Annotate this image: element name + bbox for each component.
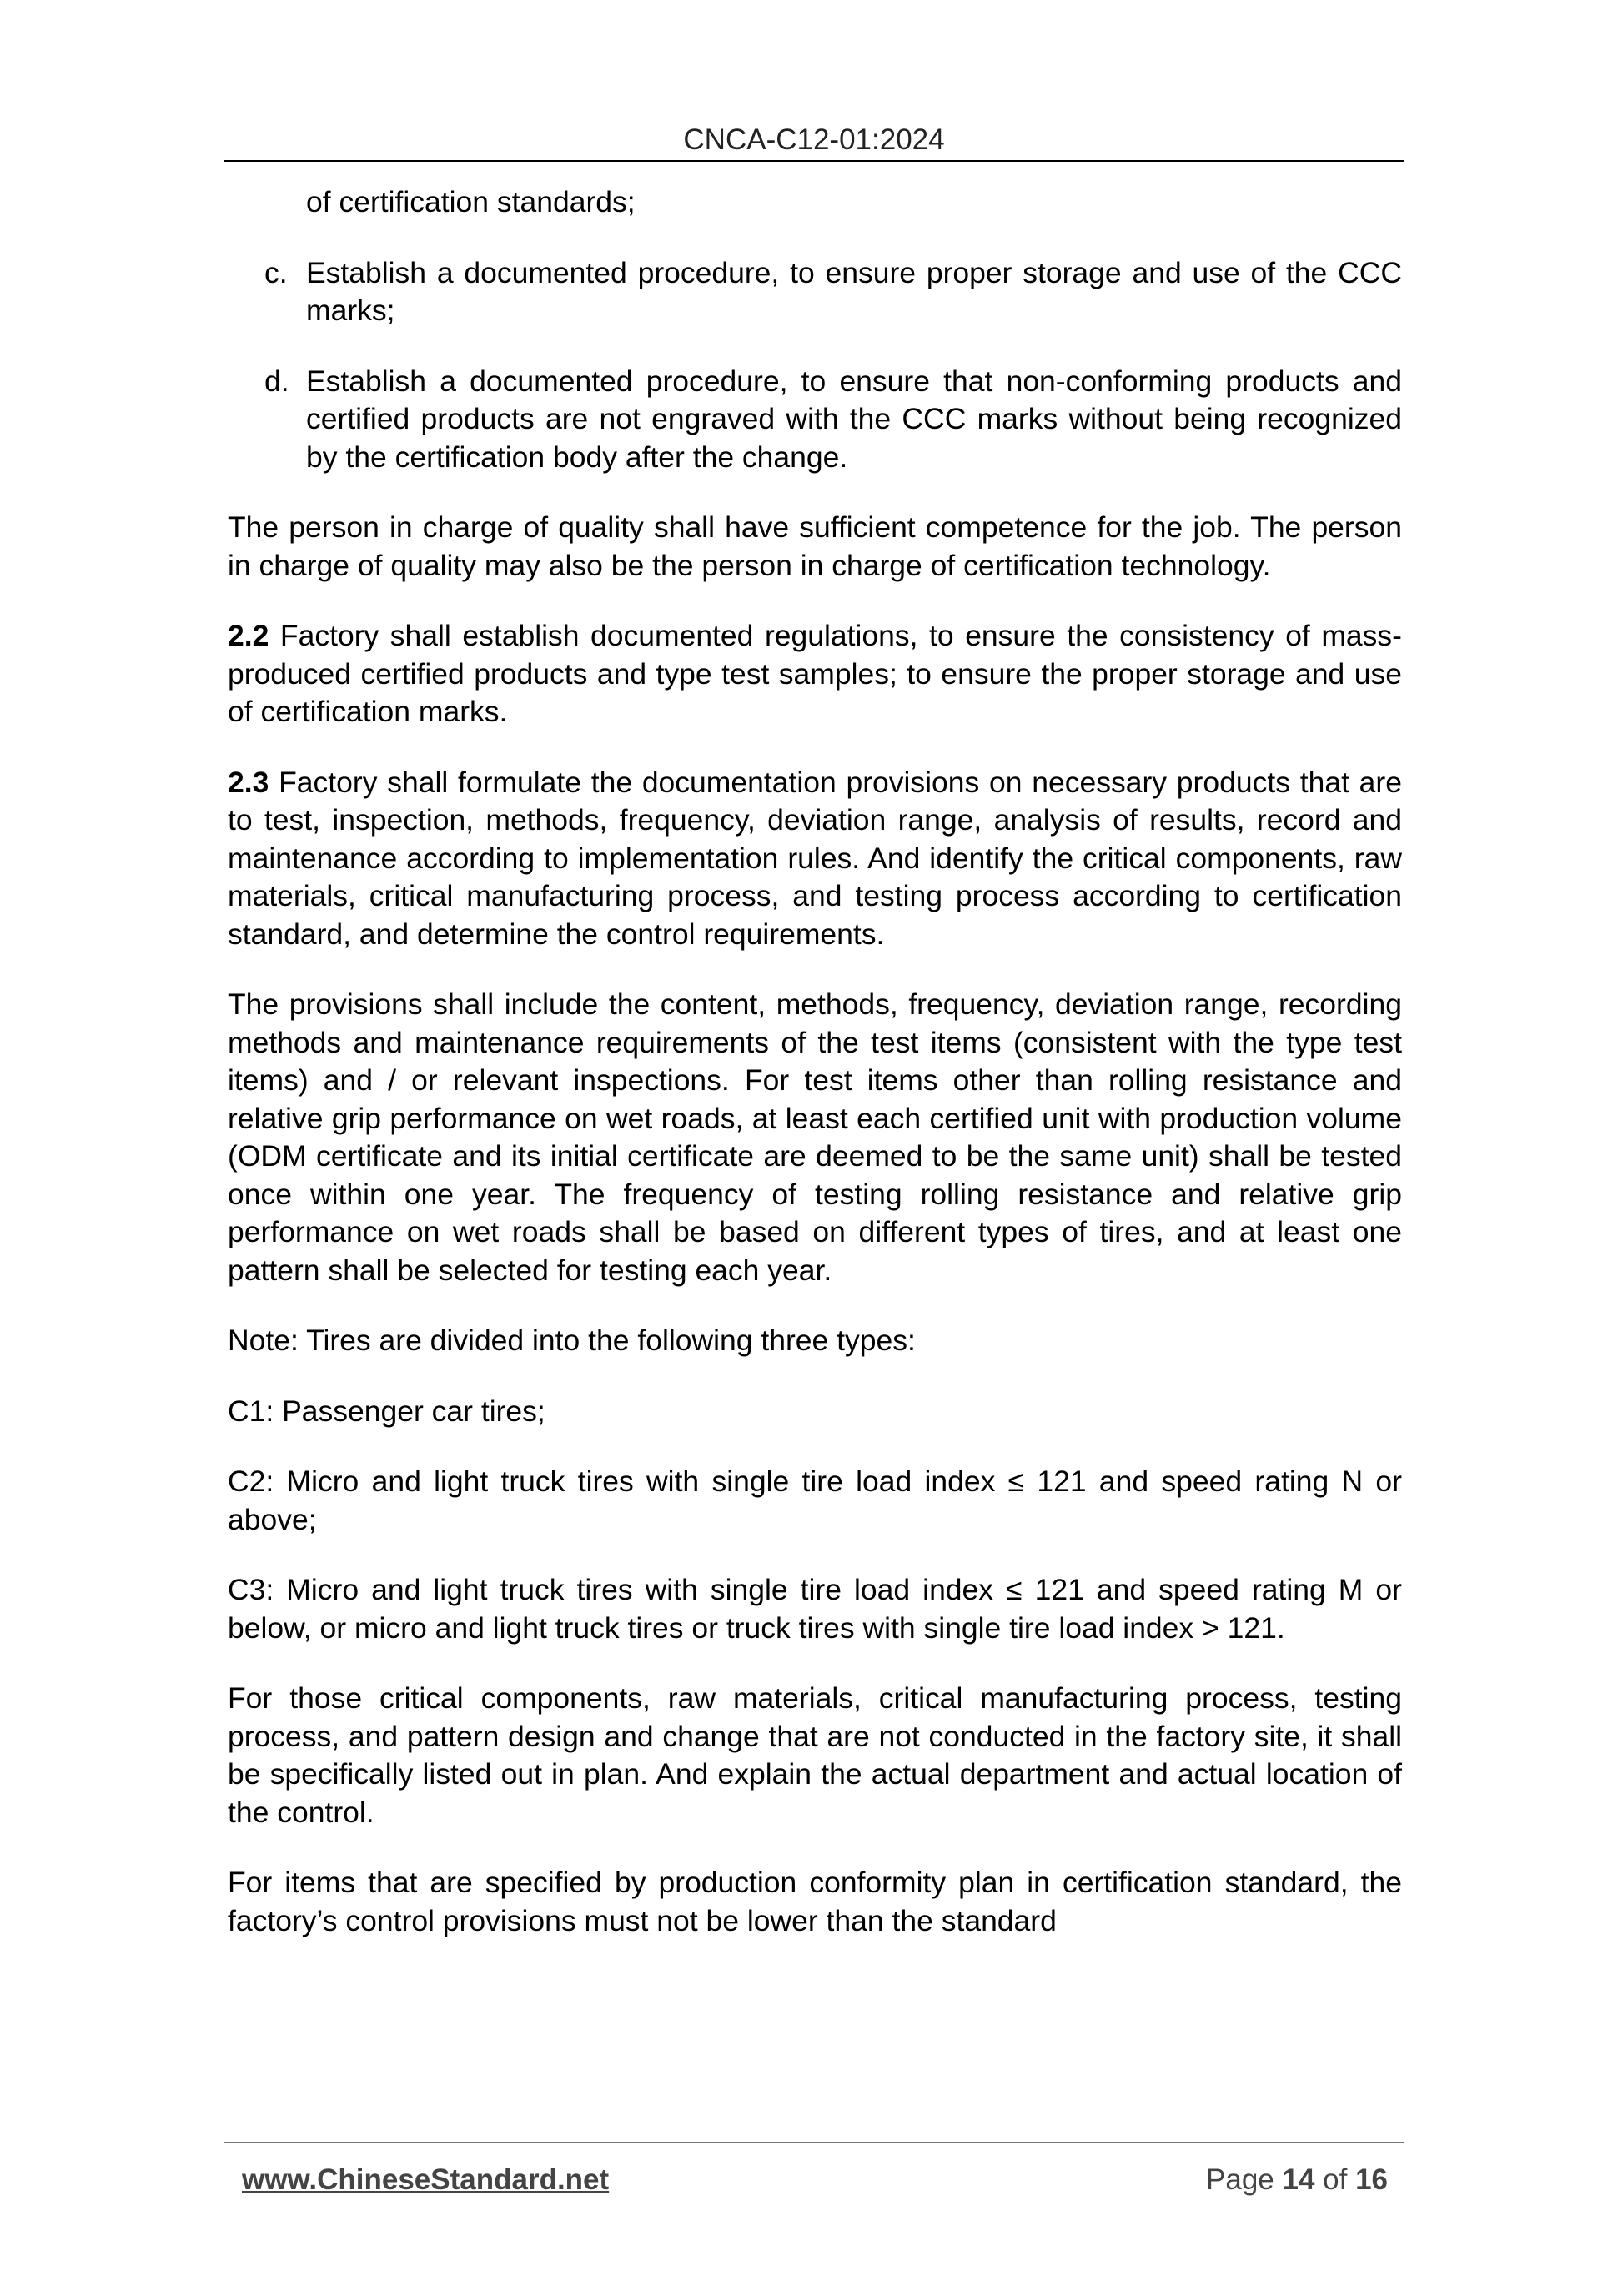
website-link[interactable]: www.ChineseStandard.net [242, 2163, 610, 2196]
section-number: 2.3 [228, 765, 269, 799]
paragraph-provisions: The provisions shall include the content, methods, frequency, deviation range, recording methods and maintenance requirements of the test items (consistent with the type test items) and / or relevant inspections. For test items other than rolling resistance and relative grip performance on wet roads, at least each certified unit with production volume (ODM certificate and its initial certificate are deemed to be the same unit) shall be tested once within one year. The frequency of testing rolling resistance and relative grip performance on wet roads shall be based on different types of tires, and at least one pattern shall be selected for testing each year. [228, 987, 1402, 1287]
tire-type-c3: C3: Micro and light truck tires with single tire load index ≤ 121 and speed rating M or below, or micro and light truck tires or truck tires with single tire load index > 121. [228, 1573, 1402, 1645]
continuation-text: of certification standards; [306, 185, 636, 219]
list-item-text: Establish a documented procedure, to ensure that non-conforming products and certified products are not engraved with the CCC marks without being recognized by the certification body after the change. [306, 364, 1402, 474]
document-body [228, 183, 1402, 1972]
page-label: Page [1206, 2163, 1283, 2196]
section-number: 2.2 [228, 619, 269, 652]
list-item-text: Establish a documented procedure, to ensure proper storage and use of the CCC marks; [306, 255, 1402, 327]
list-marker: c. [264, 255, 288, 289]
section-text: Factory shall establish documented regulations, to ensure the consistency of mass-produced certified products and type test samples; to ensure the proper storage and use of certification marks. [228, 619, 1402, 728]
total-pages: 16 [1355, 2163, 1388, 2196]
tire-type-c2: C2: Micro and light truck tires with single tire load index ≤ 121 and speed rating N or above; [228, 1465, 1402, 1536]
current-page: 14 [1282, 2163, 1315, 2196]
document-code: CNCA-C12-01:2024 [683, 123, 945, 156]
section-2-3 [228, 764, 1402, 954]
footer-divider [224, 2142, 1404, 2143]
section-2-2 [228, 617, 1402, 731]
page-number [1206, 2163, 1388, 2197]
tire-type-c1: C1: Passenger car tires; [228, 1394, 545, 1428]
note-tire-types: Note: Tires are divided into the following three types: [228, 1324, 916, 1357]
list-item-c [228, 254, 1402, 330]
paragraph-critical-components: For those critical components, raw materials, critical manufacturing process, testing process, and pattern design and change that are not conducted in the factory site, it shall be specifically listed out in plan. And explain the actual department and actual location of the control. [228, 1681, 1402, 1829]
paragraph-conformity-items: For items that are specified by production conformity plan in certification standard, the factory’s control provisions must not be lower than the standard [228, 1866, 1402, 1937]
list-marker: d. [264, 364, 289, 398]
page-header [224, 122, 1404, 162]
list-item-d [228, 363, 1402, 477]
section-text: Factory shall formulate the documentation provisions on necessary products that are to test, inspection, methods, frequency, deviation range, analysis of results, record and maintenance according to implementation rules. And identify the critical components, raw materials, critical manufacturing process, and testing process according to certification standard, and determine the control requirements. [228, 765, 1402, 951]
page-of: of [1314, 2163, 1356, 2196]
paragraph-quality-person: The person in charge of quality shall have sufficient competence for the job. The person in charge of quality may also be the person in charge of certification technology. [228, 510, 1402, 582]
